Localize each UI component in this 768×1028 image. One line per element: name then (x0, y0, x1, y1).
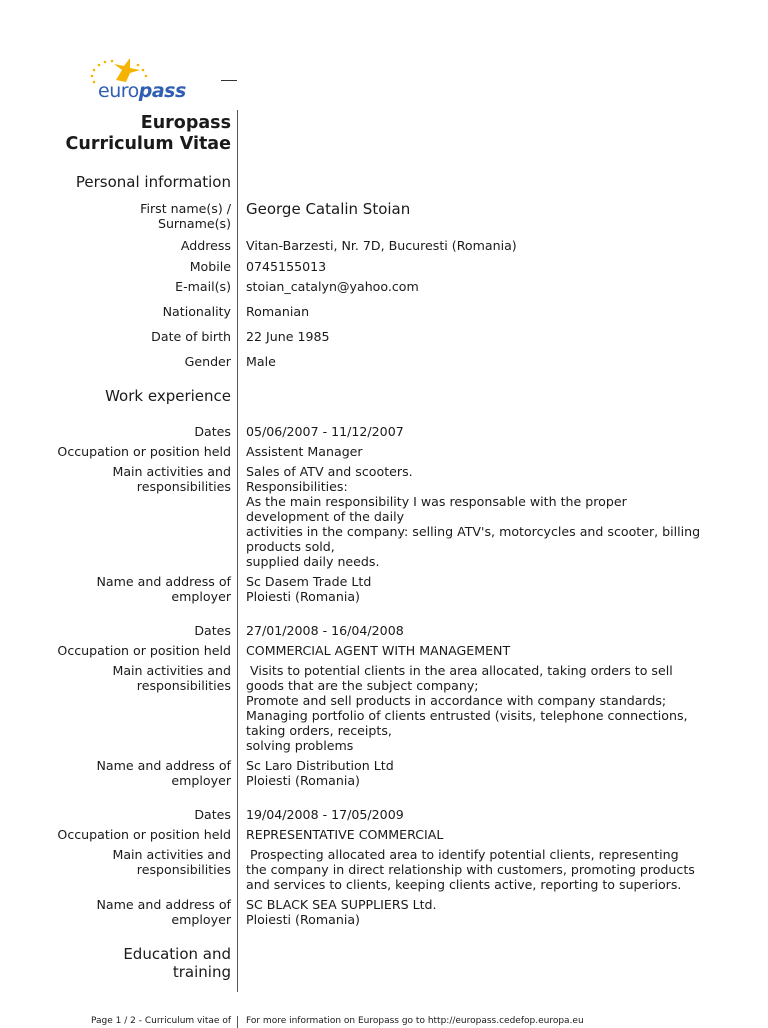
job2-employer-label: Name and address of employer (96, 758, 231, 788)
work-experience-heading: Work experience (105, 387, 231, 405)
email-value: stoian_catalyn@yahoo.com (246, 279, 419, 294)
job2-activities: Visits to potential clients in the area allocated, taking orders to sell goods that are the subject company; Promote and sell products in accordance with company standards; Managing portfolio of clients entrusted (visits, telephone connections, taking orders, receipts, solving problems (246, 663, 688, 753)
dob-label: Date of birth (151, 329, 231, 344)
column-divider (237, 110, 238, 992)
job1-occupation-label: Occupation or position held (57, 444, 231, 459)
job1-occupation: Assistent Manager (246, 444, 363, 459)
full-name: George Catalin Stoian (246, 200, 411, 218)
cv-title-line1: Europass (140, 113, 231, 133)
email-label: E-mail(s) (175, 279, 231, 294)
job3-dates-label: Dates (194, 807, 231, 822)
job1-activities: Sales of ATV and scooters. Responsibilities: As the main responsibility I was responsable with the proper development of the daily activities in the company: selling ATV's, motorcycles and scooter, billing products sold, supplied daily needs. (246, 464, 701, 569)
job1-employer-label: Name and address of employer (96, 574, 231, 604)
job3-employer-label: Name and address of employer (96, 897, 231, 927)
job2-employer: Sc Laro Distribution Ltd Ploiesti (Romania) (246, 758, 394, 788)
header-dash (221, 80, 237, 81)
job2-dates: 27/01/2008 - 16/04/2008 (246, 623, 404, 638)
nationality-label: Nationality (162, 304, 231, 319)
job2-occupation-label: Occupation or position held (57, 643, 231, 658)
job1-employer: Sc Dasem Trade Ltd Ploiesti (Romania) (246, 574, 372, 604)
job3-activities: Prospecting allocated area to identify potential clients, representing the company in direct relationship with customers, promoting products and services to clients, keeping clients active, reporting to superiors. (246, 847, 695, 892)
europass-wordmark: europass (98, 80, 186, 102)
cv-title-line2: Curriculum Vitae (65, 134, 231, 154)
nationality-value: Romanian (246, 304, 310, 319)
footer-divider (237, 1016, 238, 1028)
mobile-label: Mobile (189, 259, 231, 274)
footer-page-info: Page 1 / 2 - Curriculum vitae of (91, 1016, 231, 1026)
job1-activities-label: Main activities and responsibilities (112, 464, 231, 494)
job2-dates-label: Dates (194, 623, 231, 638)
personal-info-heading: Personal information (75, 173, 231, 191)
europass-logo (86, 56, 186, 106)
job3-employer: SC BLACK SEA SUPPLIERS Ltd. Ploiesti (Romania) (246, 897, 437, 927)
job2-occupation: COMMERCIAL AGENT WITH MANAGEMENT (246, 643, 511, 658)
address-value: Vitan-Barzesti, Nr. 7D, Bucuresti (Romania) (246, 238, 517, 253)
gender-label: Gender (184, 354, 231, 369)
footer-europass-info: For more information on Europass go to http://europass.cedefop.europa.eu (246, 1016, 584, 1026)
job3-activities-label: Main activities and responsibilities (112, 847, 231, 877)
job3-occupation-label: Occupation or position held (57, 827, 231, 842)
name-label: First name(s) / Surname(s) (140, 201, 231, 231)
mobile-value: 0745155013 (246, 259, 327, 274)
job2-activities-label: Main activities and responsibilities (112, 663, 231, 693)
job1-dates-label: Dates (194, 424, 231, 439)
job3-dates: 19/04/2008 - 17/05/2009 (246, 807, 404, 822)
dob-value: 22 June 1985 (246, 329, 330, 344)
address-label: Address (180, 238, 231, 253)
job1-dates: 05/06/2007 - 11/12/2007 (246, 424, 404, 439)
education-heading: Education and training (123, 945, 231, 981)
gender-value: Male (246, 354, 276, 369)
job3-occupation: REPRESENTATIVE COMMERCIAL (246, 827, 444, 842)
